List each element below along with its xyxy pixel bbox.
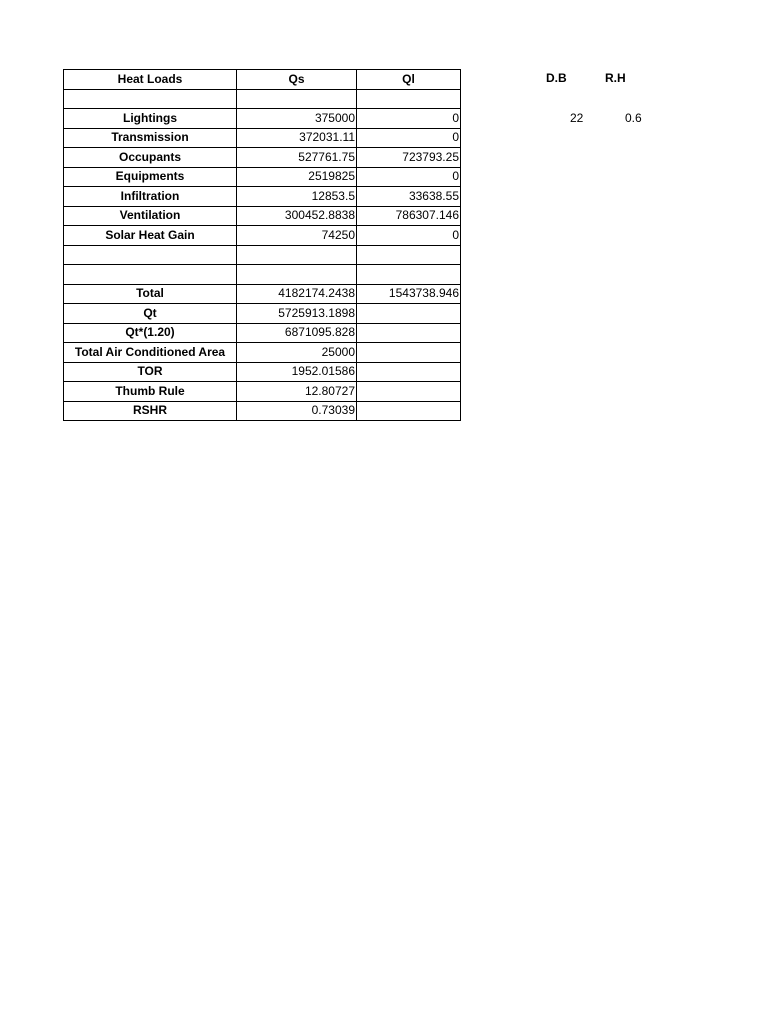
row-ql: [357, 323, 461, 343]
row-label: Qt*(1.20): [64, 323, 237, 343]
row-qs: 0.73039: [237, 401, 357, 421]
row-label: Total: [64, 284, 237, 304]
table-row: [64, 245, 461, 265]
row-qs: [237, 89, 357, 109]
table-row: [64, 284, 461, 304]
row-label: Solar Heat Gain: [64, 226, 237, 246]
table-row: [64, 187, 461, 207]
row-qs: 25000: [237, 343, 357, 363]
table-row: [64, 265, 461, 285]
row-ql: 0: [357, 109, 461, 129]
row-label: Ventilation: [64, 206, 237, 226]
table-header-row: [64, 70, 461, 90]
table-row: [64, 343, 461, 363]
row-label: Transmission: [64, 128, 237, 148]
row-ql: [357, 343, 461, 363]
row-label: Infiltration: [64, 187, 237, 207]
header-heat-loads: Heat Loads: [64, 70, 237, 90]
row-label: [64, 89, 237, 109]
db-value: 22: [570, 111, 584, 125]
row-ql: 1543738.946: [357, 284, 461, 304]
row-label: Total Air Conditioned Area: [64, 343, 237, 363]
table-row: [64, 226, 461, 246]
row-label: Occupants: [64, 148, 237, 168]
heat-loads-table: [63, 69, 461, 421]
row-ql: [357, 382, 461, 402]
row-ql: [357, 304, 461, 324]
row-qs: 375000: [237, 109, 357, 129]
header-qs: Qs: [237, 70, 357, 90]
row-ql: 723793.25: [357, 148, 461, 168]
table-row: [64, 401, 461, 421]
rh-value: 0.6: [625, 111, 642, 125]
table-row: [64, 206, 461, 226]
row-qs: 372031.11: [237, 128, 357, 148]
table-body: [64, 89, 461, 421]
row-qs: 4182174.2438: [237, 284, 357, 304]
row-qs: 12853.5: [237, 187, 357, 207]
row-ql: [357, 245, 461, 265]
table-row: [64, 148, 461, 168]
db-label: D.B: [546, 71, 567, 85]
table-row: [64, 109, 461, 129]
row-qs: 300452.8838: [237, 206, 357, 226]
row-qs: [237, 245, 357, 265]
row-qs: 1952.01586: [237, 362, 357, 382]
row-qs: 5725913.1898: [237, 304, 357, 324]
row-ql: [357, 401, 461, 421]
rh-label: R.H: [605, 71, 626, 85]
row-ql: 0: [357, 128, 461, 148]
table-row: [64, 382, 461, 402]
row-label: Qt: [64, 304, 237, 324]
table-row: [64, 89, 461, 109]
row-qs: [237, 265, 357, 285]
row-label: Equipments: [64, 167, 237, 187]
row-label: [64, 265, 237, 285]
table-row: [64, 304, 461, 324]
row-label: RSHR: [64, 401, 237, 421]
row-ql: 786307.146: [357, 206, 461, 226]
header-ql: Ql: [357, 70, 461, 90]
row-label: TOR: [64, 362, 237, 382]
row-ql: 33638.55: [357, 187, 461, 207]
row-qs: 6871095.828: [237, 323, 357, 343]
row-ql: 0: [357, 226, 461, 246]
row-qs: 12.80727: [237, 382, 357, 402]
row-ql: [357, 362, 461, 382]
row-label: [64, 245, 237, 265]
row-qs: 527761.75: [237, 148, 357, 168]
table-row: [64, 362, 461, 382]
row-qs: 74250: [237, 226, 357, 246]
row-ql: [357, 265, 461, 285]
table-row: [64, 323, 461, 343]
row-label: Lightings: [64, 109, 237, 129]
row-ql: 0: [357, 167, 461, 187]
row-ql: [357, 89, 461, 109]
row-label: Thumb Rule: [64, 382, 237, 402]
table-row: [64, 128, 461, 148]
table-row: [64, 167, 461, 187]
row-qs: 2519825: [237, 167, 357, 187]
